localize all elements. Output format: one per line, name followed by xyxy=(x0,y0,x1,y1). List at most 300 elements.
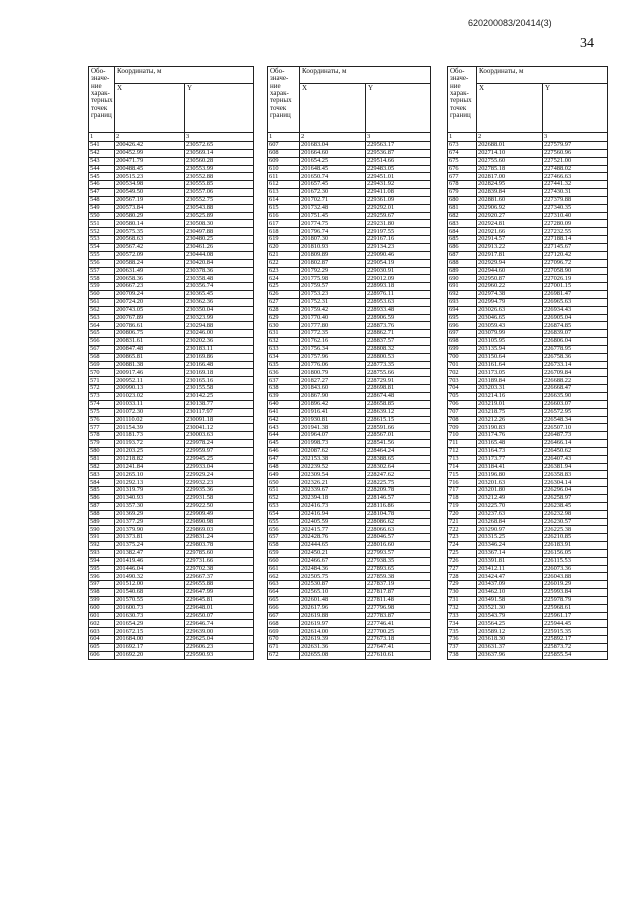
x-coordinate: 202617.96 xyxy=(300,604,366,612)
point-number: 706 xyxy=(448,400,477,408)
x-coordinate: 200588.24 xyxy=(115,259,185,267)
table-row xyxy=(448,432,608,440)
x-coordinate: 201752.31 xyxy=(300,298,366,306)
table-row xyxy=(268,471,431,479)
y-coordinate: 228976.11 xyxy=(366,291,431,299)
x-coordinate: 201867.90 xyxy=(300,393,366,401)
y-coordinate: 228464.24 xyxy=(366,447,431,455)
x-coordinate: 200426.42 xyxy=(115,142,185,150)
x-coordinate: 201843.60 xyxy=(300,385,366,393)
table-row xyxy=(448,479,608,487)
table-row xyxy=(89,275,254,283)
x-coordinate: 201292.13 xyxy=(115,479,185,487)
column-index-row xyxy=(448,133,608,142)
point-number: 580 xyxy=(89,447,115,455)
y-coordinate: 226407.43 xyxy=(543,455,608,463)
table-row xyxy=(268,628,431,636)
table-row xyxy=(448,416,608,424)
y-coordinate: 230543.88 xyxy=(185,204,254,212)
y-coordinate: 226210.85 xyxy=(543,534,608,542)
point-number: 723 xyxy=(448,534,477,542)
x-coordinate: 202309.54 xyxy=(300,471,366,479)
x-coordinate: 202444.65 xyxy=(300,542,366,550)
table-row xyxy=(89,259,254,267)
point-number: 673 xyxy=(448,142,477,150)
table-row xyxy=(448,369,608,377)
y-coordinate: 227893.65 xyxy=(366,565,431,573)
y-coordinate: 229803.78 xyxy=(185,542,254,550)
x-coordinate: 200952.11 xyxy=(115,377,185,385)
point-number: 659 xyxy=(268,549,300,557)
y-coordinate: 228800.53 xyxy=(366,353,431,361)
point-number: 672 xyxy=(268,651,300,659)
y-coordinate: 228837.57 xyxy=(366,338,431,346)
table-row xyxy=(89,338,254,346)
table-row xyxy=(448,173,608,181)
table-row xyxy=(268,259,431,267)
point-number: 569 xyxy=(89,361,115,369)
table-row xyxy=(268,385,431,393)
point-number: 699 xyxy=(448,345,477,353)
table-row xyxy=(89,314,254,322)
point-number: 737 xyxy=(448,644,477,652)
point-number: 583 xyxy=(89,471,115,479)
x-coordinate: 203391.81 xyxy=(477,557,543,565)
x-coordinate: 203059.43 xyxy=(477,322,543,330)
y-coordinate: 228146.57 xyxy=(366,494,431,502)
point-number: 638 xyxy=(268,385,300,393)
y-coordinate: 228591.66 xyxy=(366,424,431,432)
x-coordinate: 203268.84 xyxy=(477,518,543,526)
point-number: 690 xyxy=(448,275,477,283)
x-coordinate: 202339.67 xyxy=(300,487,366,495)
x-coordinate: 201357.30 xyxy=(115,502,185,510)
y-coordinate: 227058.90 xyxy=(543,267,608,275)
x-coordinate: 202929.94 xyxy=(477,259,543,267)
y-coordinate: 225978.79 xyxy=(543,596,608,604)
y-coordinate: 226668.47 xyxy=(543,385,608,393)
point-number: 655 xyxy=(268,518,300,526)
x-coordinate: 201203.25 xyxy=(115,447,185,455)
x-coordinate: 203618.30 xyxy=(477,636,543,644)
y-coordinate: 230444.08 xyxy=(185,251,254,259)
y-coordinate: 225961.17 xyxy=(543,612,608,620)
y-coordinate: 230169.86 xyxy=(185,353,254,361)
x-coordinate: 203437.09 xyxy=(477,581,543,589)
y-coordinate: 230323.99 xyxy=(185,314,254,322)
x-coordinate: 201512.00 xyxy=(115,581,185,589)
point-number: 607 xyxy=(268,142,300,150)
point-number: 653 xyxy=(268,502,300,510)
y-coordinate: 229483.05 xyxy=(366,165,431,173)
y-coordinate: 228873.76 xyxy=(366,322,431,330)
x-coordinate: 201683.04 xyxy=(300,142,366,150)
point-number: 649 xyxy=(268,471,300,479)
point-number: 555 xyxy=(89,251,115,259)
point-number: 546 xyxy=(89,181,115,189)
x-coordinate: 201776.06 xyxy=(300,361,366,369)
table-row xyxy=(268,463,431,471)
y-coordinate: 230508.30 xyxy=(185,220,254,228)
y-coordinate: 226839.07 xyxy=(543,330,608,338)
y-coordinate: 230553.99 xyxy=(185,165,254,173)
x-coordinate: 201023.02 xyxy=(115,393,185,401)
y-coordinate: 229945.25 xyxy=(185,455,254,463)
table-row xyxy=(448,275,608,283)
x-coordinate: 201770.40 xyxy=(300,314,366,322)
table-row xyxy=(268,228,431,236)
x-coordinate: 203196.80 xyxy=(477,471,543,479)
x-coordinate: 202917.81 xyxy=(477,251,543,259)
point-number: 704 xyxy=(448,385,477,393)
x-coordinate: 201756.34 xyxy=(300,345,366,353)
table-row xyxy=(268,432,431,440)
y-coordinate: 227521.00 xyxy=(543,157,608,165)
table-row xyxy=(268,534,431,542)
point-number: 548 xyxy=(89,196,115,204)
table-row xyxy=(268,502,431,510)
point-number: 734 xyxy=(448,620,477,628)
point-number: 627 xyxy=(268,298,300,306)
table-row xyxy=(89,291,254,299)
x-coordinate: 203225.70 xyxy=(477,502,543,510)
table-row xyxy=(89,306,254,314)
table-row xyxy=(448,644,608,652)
point-number: 570 xyxy=(89,369,115,377)
y-coordinate: 229647.99 xyxy=(185,589,254,597)
x-coordinate: 200572.09 xyxy=(115,251,185,259)
column-index-row xyxy=(268,133,431,142)
x-coordinate: 200568.63 xyxy=(115,236,185,244)
table-row xyxy=(448,157,608,165)
y-coordinate: 228225.75 xyxy=(366,479,431,487)
point-number: 612 xyxy=(268,181,300,189)
table-row xyxy=(448,259,608,267)
point-number: 647 xyxy=(268,455,300,463)
table-row xyxy=(448,440,608,448)
point-number: 681 xyxy=(448,204,477,212)
x-coordinate: 200580.14 xyxy=(115,220,185,228)
x-coordinate: 200631.49 xyxy=(115,267,185,275)
table-row xyxy=(448,165,608,173)
table-row xyxy=(448,565,608,573)
point-number: 713 xyxy=(448,455,477,463)
y-coordinate: 228615.15 xyxy=(366,416,431,424)
point-number: 635 xyxy=(268,361,300,369)
y-coordinate: 229054.19 xyxy=(366,259,431,267)
point-number: 671 xyxy=(268,644,300,652)
point-number: 572 xyxy=(89,385,115,393)
x-coordinate: 201630.73 xyxy=(115,612,185,620)
table-row xyxy=(89,628,254,636)
x-coordinate: 203315.25 xyxy=(477,534,543,542)
table-row xyxy=(268,612,431,620)
x-coordinate: 203637.96 xyxy=(477,651,543,659)
y-coordinate: 230294.88 xyxy=(185,322,254,330)
y-coordinate: 226073.36 xyxy=(543,565,608,573)
point-number: 650 xyxy=(268,479,300,487)
point-number: 568 xyxy=(89,353,115,361)
designation-header: Обо- значе- ние харак- терных точек границ xyxy=(448,67,477,133)
table-row xyxy=(448,220,608,228)
table-row xyxy=(448,291,608,299)
y-coordinate: 226635.90 xyxy=(543,393,608,401)
column-index: 3 xyxy=(185,133,254,142)
y-coordinate: 229030.91 xyxy=(366,267,431,275)
x-coordinate: 201241.84 xyxy=(115,463,185,471)
table-row xyxy=(268,393,431,401)
point-number: 634 xyxy=(268,353,300,361)
point-number: 594 xyxy=(89,557,115,565)
y-coordinate: 229890.98 xyxy=(185,518,254,526)
y-coordinate: 230155.58 xyxy=(185,385,254,393)
point-number: 563 xyxy=(89,314,115,322)
table-row xyxy=(448,345,608,353)
table-row xyxy=(448,228,608,236)
x-header: X xyxy=(300,84,366,133)
table-row xyxy=(448,236,608,244)
point-number: 617 xyxy=(268,220,300,228)
point-number: 584 xyxy=(89,479,115,487)
x-coordinate: 201809.89 xyxy=(300,251,366,259)
table-row xyxy=(448,322,608,330)
x-header: X xyxy=(115,84,185,133)
point-number: 557 xyxy=(89,267,115,275)
table-row xyxy=(448,400,608,408)
table-row xyxy=(448,149,608,157)
point-number: 661 xyxy=(268,565,300,573)
table-row xyxy=(268,549,431,557)
point-number: 547 xyxy=(89,189,115,197)
table-row xyxy=(268,353,431,361)
point-number: 642 xyxy=(268,416,300,424)
y-coordinate: 229731.66 xyxy=(185,557,254,565)
point-number: 710 xyxy=(448,432,477,440)
table-row xyxy=(448,604,608,612)
point-number: 654 xyxy=(268,510,300,518)
point-number: 545 xyxy=(89,173,115,181)
table-row xyxy=(268,440,431,448)
y-coordinate: 229932.23 xyxy=(185,479,254,487)
table-row xyxy=(268,455,431,463)
x-coordinate: 203173.05 xyxy=(477,369,543,377)
point-number: 588 xyxy=(89,510,115,518)
header-row xyxy=(268,67,431,84)
x-coordinate: 201762.16 xyxy=(300,338,366,346)
y-coordinate: 226358.83 xyxy=(543,471,608,479)
y-coordinate: 229536.87 xyxy=(366,149,431,157)
table-row xyxy=(448,581,608,589)
x-coordinate: 201265.10 xyxy=(115,471,185,479)
table-row xyxy=(89,549,254,557)
table-row xyxy=(268,306,431,314)
y-coordinate: 230365.45 xyxy=(185,291,254,299)
table-row xyxy=(89,196,254,204)
point-number: 544 xyxy=(89,165,115,173)
point-number: 619 xyxy=(268,236,300,244)
y-coordinate: 228729.91 xyxy=(366,377,431,385)
table-row xyxy=(448,455,608,463)
y-coordinate: 226874.85 xyxy=(543,322,608,330)
x-coordinate: 202614.00 xyxy=(300,628,366,636)
x-coordinate: 203165.48 xyxy=(477,440,543,448)
x-coordinate: 201181.73 xyxy=(115,432,185,440)
table-row xyxy=(89,142,254,150)
point-number: 608 xyxy=(268,149,300,157)
x-coordinate: 203214.16 xyxy=(477,393,543,401)
y-coordinate: 229667.37 xyxy=(185,573,254,581)
table-row xyxy=(448,542,608,550)
y-coordinate: 227647.41 xyxy=(366,644,431,652)
table-row xyxy=(89,510,254,518)
x-coordinate: 200549.50 xyxy=(115,189,185,197)
point-number: 585 xyxy=(89,487,115,495)
point-number: 558 xyxy=(89,275,115,283)
x-coordinate: 201600.73 xyxy=(115,604,185,612)
table-row xyxy=(268,361,431,369)
point-number: 641 xyxy=(268,408,300,416)
table-row xyxy=(448,283,608,291)
point-number: 621 xyxy=(268,251,300,259)
x-coordinate: 201648.45 xyxy=(300,165,366,173)
x-coordinate: 202601.48 xyxy=(300,596,366,604)
point-number: 586 xyxy=(89,494,115,502)
x-coordinate: 201340.93 xyxy=(115,494,185,502)
y-coordinate: 226450.62 xyxy=(543,447,608,455)
point-number: 684 xyxy=(448,228,477,236)
point-number: 718 xyxy=(448,494,477,502)
point-number: 581 xyxy=(89,455,115,463)
x-coordinate: 203190.83 xyxy=(477,424,543,432)
y-coordinate: 228016.60 xyxy=(366,542,431,550)
y-header: Y xyxy=(543,84,608,133)
y-coordinate: 229933.04 xyxy=(185,463,254,471)
point-number: 625 xyxy=(268,283,300,291)
y-coordinate: 225915.35 xyxy=(543,628,608,636)
point-number: 639 xyxy=(268,393,300,401)
x-coordinate: 203367.14 xyxy=(477,549,543,557)
point-number: 662 xyxy=(268,573,300,581)
y-coordinate: 225993.84 xyxy=(543,589,608,597)
column-index: 2 xyxy=(300,133,366,142)
y-coordinate: 229431.92 xyxy=(366,181,431,189)
y-coordinate: 228066.63 xyxy=(366,526,431,534)
y-coordinate: 229514.66 xyxy=(366,157,431,165)
x-coordinate: 202914.57 xyxy=(477,236,543,244)
point-number: 582 xyxy=(89,463,115,471)
point-number: 708 xyxy=(448,416,477,424)
table-row xyxy=(448,620,608,628)
x-coordinate: 201540.68 xyxy=(115,589,185,597)
y-coordinate: 227938.35 xyxy=(366,557,431,565)
table-row xyxy=(89,518,254,526)
x-coordinate: 201672.15 xyxy=(115,628,185,636)
y-coordinate: 230358.48 xyxy=(185,275,254,283)
y-coordinate: 230117.97 xyxy=(185,408,254,416)
y-coordinate: 230003.63 xyxy=(185,432,254,440)
x-coordinate: 200471.79 xyxy=(115,157,185,165)
y-coordinate: 228862.71 xyxy=(366,330,431,338)
y-coordinate: 225968.61 xyxy=(543,604,608,612)
table-row xyxy=(89,581,254,589)
table-row xyxy=(89,604,254,612)
x-coordinate: 201490.32 xyxy=(115,573,185,581)
y-coordinate: 225873.72 xyxy=(543,644,608,652)
point-number: 663 xyxy=(268,581,300,589)
y-coordinate: 227120.42 xyxy=(543,251,608,259)
y-coordinate: 228993.18 xyxy=(366,283,431,291)
table-row xyxy=(448,651,608,659)
point-number: 598 xyxy=(89,589,115,597)
y-coordinate: 229650.07 xyxy=(185,612,254,620)
point-number: 732 xyxy=(448,604,477,612)
y-coordinate: 227746.41 xyxy=(366,620,431,628)
y-coordinate: 229563.17 xyxy=(366,142,431,150)
point-number: 615 xyxy=(268,204,300,212)
table-row xyxy=(89,644,254,652)
table-row xyxy=(89,636,254,644)
point-number: 697 xyxy=(448,330,477,338)
table-row xyxy=(448,612,608,620)
table-row xyxy=(89,596,254,604)
table-row xyxy=(89,267,254,275)
point-number: 717 xyxy=(448,487,477,495)
table-row xyxy=(268,581,431,589)
x-coordinate: 201692.17 xyxy=(115,644,185,652)
table-row xyxy=(268,236,431,244)
x-coordinate: 200917.46 xyxy=(115,369,185,377)
x-coordinate: 201732.48 xyxy=(300,204,366,212)
point-number: 620 xyxy=(268,243,300,251)
table-row xyxy=(448,636,608,644)
x-coordinate: 201759.57 xyxy=(300,283,366,291)
point-number: 561 xyxy=(89,298,115,306)
y-coordinate: 229922.50 xyxy=(185,502,254,510)
table-row xyxy=(268,400,431,408)
y-coordinate: 227783.87 xyxy=(366,612,431,620)
x-coordinate: 201800.79 xyxy=(300,369,366,377)
y-coordinate: 226688.22 xyxy=(543,377,608,385)
y-coordinate: 230557.06 xyxy=(185,189,254,197)
point-number: 623 xyxy=(268,267,300,275)
coordinates-header: Координаты, м xyxy=(115,67,254,84)
point-number: 693 xyxy=(448,298,477,306)
y-coordinate: 230165.16 xyxy=(185,377,254,385)
table-row xyxy=(89,377,254,385)
x-coordinate: 202920.27 xyxy=(477,212,543,220)
table-row xyxy=(268,345,431,353)
table-row xyxy=(268,173,431,181)
y-coordinate: 226019.29 xyxy=(543,581,608,589)
y-coordinate: 229197.55 xyxy=(366,228,431,236)
y-coordinate: 227796.98 xyxy=(366,604,431,612)
y-coordinate: 229645.81 xyxy=(185,596,254,604)
x-coordinate: 203521.30 xyxy=(477,604,543,612)
table-row xyxy=(89,181,254,189)
x-coordinate: 203201.63 xyxy=(477,479,543,487)
x-coordinate: 201998.73 xyxy=(300,440,366,448)
point-number: 714 xyxy=(448,463,477,471)
y-coordinate: 227560.96 xyxy=(543,149,608,157)
y-coordinate: 228674.48 xyxy=(366,393,431,401)
table-row xyxy=(268,589,431,597)
x-coordinate: 202530.87 xyxy=(300,581,366,589)
page-number: 34 xyxy=(580,36,594,51)
x-coordinate: 203189.84 xyxy=(477,377,543,385)
y-coordinate: 230166.48 xyxy=(185,361,254,369)
x-coordinate: 200580.29 xyxy=(115,212,185,220)
table-row xyxy=(448,393,608,401)
